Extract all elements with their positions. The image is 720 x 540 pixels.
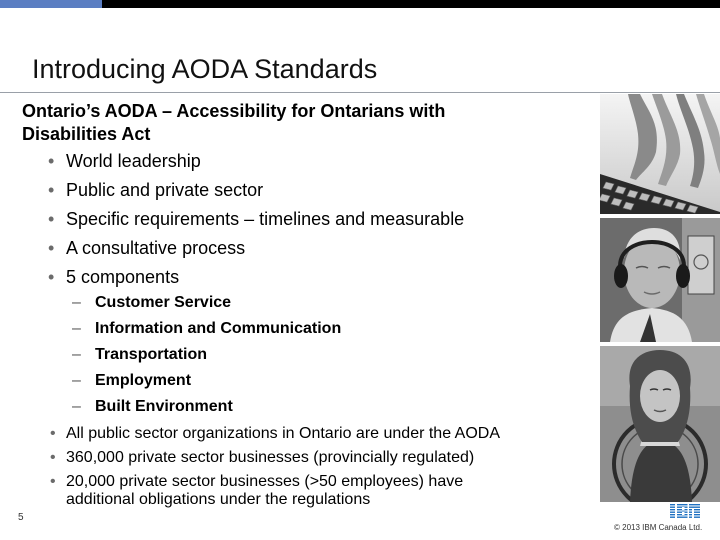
dash-icon: – <box>72 398 81 415</box>
bullet-text: All public sector organizations in Ontario are under the AODA <box>66 425 501 442</box>
hands-typing-keyboard-photo <box>600 94 720 214</box>
bullet-icon: • <box>48 151 55 171</box>
components-list <box>72 290 342 420</box>
man-with-headphones-photo <box>600 218 720 342</box>
bullet-text: 20,000 private sector businesses (>50 employees) have additional obligations under the regulations <box>66 473 464 508</box>
slide-title: Introducing AODA Standards <box>32 54 378 84</box>
component-item <box>72 368 341 394</box>
bullet-icon: • <box>48 267 55 287</box>
top-bar-accent <box>0 0 102 8</box>
dash-icon: – <box>72 346 81 363</box>
bullet-item <box>48 205 465 234</box>
bullet-text: World leadership <box>66 151 201 171</box>
dash-icon: – <box>72 294 81 311</box>
dash-icon: – <box>72 372 81 389</box>
bullet-text: A consultative process <box>66 238 246 258</box>
ibm-logo-icon <box>670 504 700 518</box>
bullet-item <box>48 147 464 176</box>
bullet-text: Public and private sector <box>66 180 264 200</box>
title-divider <box>0 92 720 93</box>
bullet-icon: • <box>48 238 55 258</box>
bullet-icon: • <box>48 180 55 200</box>
component-text: Built Environment <box>95 398 233 415</box>
dash-icon: – <box>72 320 81 337</box>
component-item <box>72 316 342 342</box>
component-item <box>72 394 341 420</box>
component-text: Customer Service <box>95 294 232 311</box>
bullet-text: Specific requirements – timelines and measurable <box>66 209 465 229</box>
component-text: Employment <box>95 372 192 389</box>
bullet-item <box>50 449 566 467</box>
bullet-item <box>48 176 464 205</box>
slide-heading: Ontario’s AODA – Accessibility for Ontarians with Disabilities Act <box>22 101 446 144</box>
component-item <box>72 290 341 316</box>
bullet-icon: • <box>50 425 56 442</box>
component-item <box>72 342 341 368</box>
main-bullet-list <box>48 147 465 292</box>
woman-in-wheelchair-photo <box>600 346 720 502</box>
component-text: Information and Communication <box>95 320 342 337</box>
bullet-item <box>48 234 464 263</box>
top-bar <box>0 0 720 8</box>
component-text: Transportation <box>95 346 208 363</box>
bullet-item <box>50 425 566 443</box>
copyright: © 2013 IBM Canada Ltd. <box>614 523 703 532</box>
bullet-icon: • <box>48 209 55 229</box>
bullet-text: 360,000 private sector businesses (provincially regulated) <box>66 449 475 466</box>
bullet-icon: • <box>50 449 56 466</box>
bullet-item <box>48 263 464 292</box>
additional-bullet-list <box>50 425 566 515</box>
bullet-item <box>50 473 566 509</box>
bullet-text: 5 components <box>66 267 180 287</box>
slide-number: 5 <box>18 512 24 523</box>
bullet-icon: • <box>50 473 56 490</box>
